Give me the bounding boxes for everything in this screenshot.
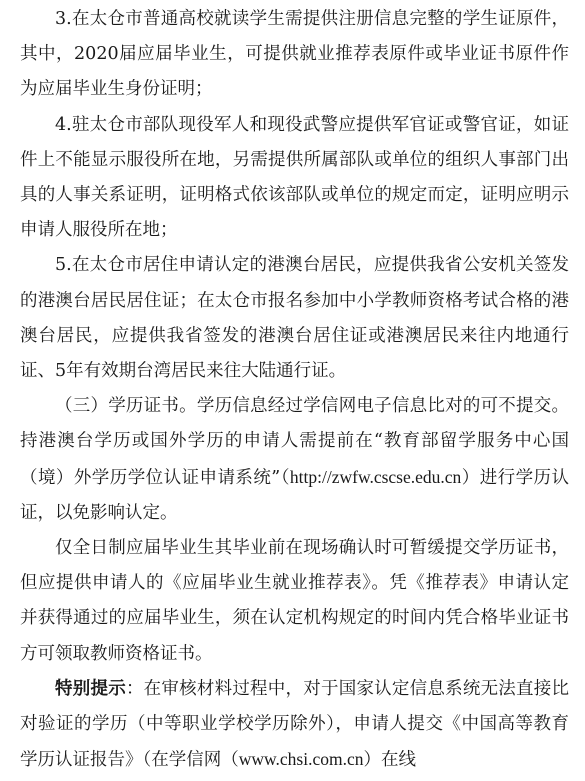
paragraph-text: 4.驻太仓市部队现役军人和现役武警应提供军官证或警官证，如证件上不能显示服役所在地，另需提供所属部队或单位的组织人事部门出具的人事关系证明，证明格式依该部队或单位的规定而定，证明应明示申请人服役所在地； [20,114,569,241]
paragraph-student-id-requirement [0,2,585,108]
cscse-url-text: http://zwfw.cscse.edu.cn [289,466,462,487]
chsi-url-text: www.chsi.com.cn [238,749,364,770]
paragraph-text: 仅全日制应届毕业生其毕业前在现场确认时可暂缓提交学历证书，但应提供申请人的《应届毕业生就业推荐表》。凭《推荐表》申请认定并获得通过的应届毕业生，须在认定机构规定的时间内凭合格毕业证书方可领取教师资格证书。 [20,538,569,664]
paragraph-hk-macao-taiwan-requirement [0,248,585,389]
paragraph-graduate-deferral [0,531,585,672]
paragraph-military-requirement [0,108,585,249]
paragraph-text: 5.在太仓市居住申请认定的港澳台居民，应提供我省公安机关签发的港澳台居民居住证；在太仓市报名参加中小学教师资格考试合格的港澳台居民，应提供我省签发的港澳台居住证或港澳居民来往内地通行证、5年有效期台湾居民来往大陆通行证。 [20,255,569,382]
paragraph-special-notice [0,672,585,779]
special-notice-label: 特别提示 [55,678,126,699]
paragraph-text: 3.在太仓市普通高校就读学生需提供注册信息完整的学生证原件，其中，2020届应届毕业生，可提供就业推荐表原件或毕业证书原件作为应届毕业生身份证明； [20,9,569,100]
paragraph-education-certificate [0,389,585,531]
paragraph-text: ：在审核材料过程中，对于国家认定信息系统无法直接比对验证的学历（中等职业学校学历除外），申请人提交《中国高等教育学历认证报告》（在学信网（ [20,678,570,771]
paragraph-text: ）在线 [363,750,416,771]
paragraph-text: ）进行学历认证，以免影响认定。 [20,467,569,523]
paragraph-text: （三）学历证书。学历信息经过学信网电子信息比对的可不提交。持港澳台学历或国外学历的申请人需提前在“教育部留学服务中心国（境）外学历学位认证申请系统”（ [20,396,569,488]
